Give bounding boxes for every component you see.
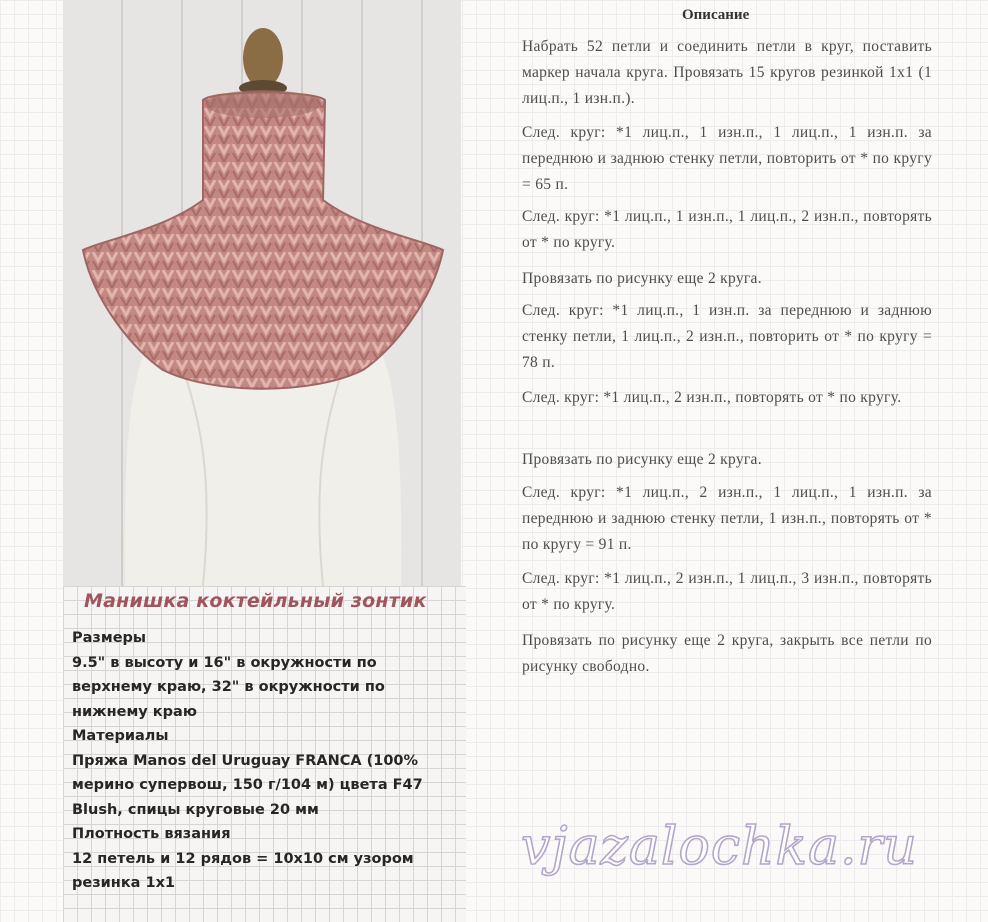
spec-line: резинка 1х1: [72, 875, 176, 891]
spec-line: 12 петель и 12 рядов = 10х10 см узором: [72, 850, 414, 867]
product-photo: [63, 0, 461, 586]
description-paragraph: Провязать по рисунку еще 2 круга, закрыть все петли по рисунку свободно.: [522, 632, 932, 675]
spec-line: Плотность вязания: [72, 826, 231, 842]
spec-line: Пряжа Manos del Uruguay FRANCA (100%: [72, 752, 419, 769]
spec-line: Материалы: [72, 728, 169, 744]
description-paragraph: След. круг: *1 лиц.п., 1 изн.п., 1 лиц.п., 2 изн.п., повторять от * по кругу.: [522, 208, 932, 251]
description-paragraph: След. круг: *1 лиц.п., 1 изн.п. за переднюю и заднюю стенку петли, 1 лиц.п., 2 изн.п., повторить от * по кругу = 78 п.: [522, 302, 932, 371]
spec-line: верхнему краю, 32" в окружности по: [72, 679, 385, 695]
watermark-text: vjazalochka.ru: [521, 817, 918, 877]
description-paragraph: След. круг: *1 лиц.п., 2 изн.п., 1 лиц.п., 3 изн.п., повторять от * по кругу.: [522, 570, 932, 613]
knitted-neck-warmer-illustration: [63, 0, 461, 586]
description-paragraph: Провязать по рисунку еще 2 круга.: [522, 270, 762, 287]
description-paragraph: След. круг: *1 лиц.п., 2 изн.п., повторять от * по кругу.: [522, 389, 902, 406]
description-paragraph: Провязать по рисунку еще 2 круга.: [522, 451, 762, 468]
pattern-title: Манишка коктейльный зонтик: [84, 590, 427, 612]
spec-line: 9.5" в высоту и 16" в окружности по: [72, 654, 377, 671]
description-heading: Описание: [682, 7, 750, 23]
pattern-specs: [72, 626, 452, 896]
spec-line: нижнему краю: [72, 703, 197, 720]
spec-line: Размеры: [72, 630, 147, 646]
description-paragraph: След. круг: *1 лиц.п., 1 изн.п., 1 лиц.п., 1 изн.п. за переднюю и заднюю стенку петли, повторить от * по кругу = 65 п.: [522, 124, 932, 193]
site-watermark: [517, 806, 987, 886]
spec-line: мерино супервош, 150 г/104 м) цвета F47: [72, 777, 423, 793]
description-paragraph: След. круг: *1 лиц.п., 2 изн.п., 1 лиц.п., 1 изн.п. за переднюю и заднюю стенку петли, 1 изн.п., повторять от * по кругу = 91 п.: [522, 484, 932, 553]
spec-line: Blush, спицы круговые 20 мм: [72, 801, 319, 818]
description-paragraph: Набрать 52 петли и соединить петли в круг, поставить маркер начала круга. Провязать 15 кругов резинкой 1х1 (1 лиц.п., 1 изн.п.).: [522, 38, 932, 107]
